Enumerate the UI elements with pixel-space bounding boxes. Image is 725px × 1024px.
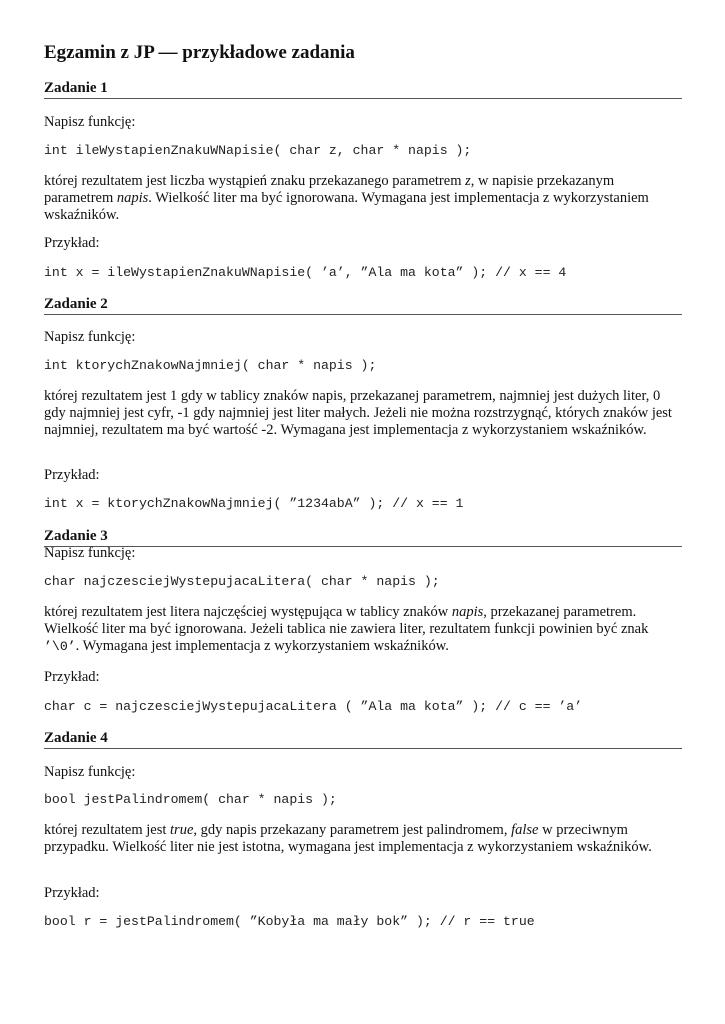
description-text: , w napisie przekazanym parametrem bbox=[44, 173, 615, 206]
task-intro: Napisz funkcję: bbox=[44, 329, 136, 345]
description-text: której rezultatem jest litera najczęściej występująca w tablicy znaków bbox=[44, 604, 452, 620]
task-description bbox=[44, 173, 682, 224]
task-description bbox=[44, 388, 682, 439]
task-1 bbox=[44, 80, 682, 280]
task-heading: Zadanie 4 bbox=[44, 730, 682, 749]
task-intro: Napisz funkcję: bbox=[44, 114, 136, 130]
example-label: Przykład: bbox=[44, 467, 100, 483]
function-signature: int ktorychZnakowNajmniej( char * napis ); bbox=[44, 358, 377, 373]
description-text: której rezultatem jest bbox=[44, 822, 171, 838]
emphasis-text: napis bbox=[451, 604, 484, 620]
inline-code: ’\0’ bbox=[44, 639, 76, 654]
task-3 bbox=[44, 528, 682, 714]
function-signature: int ileWystapienZnakuWNapisie( char z, char * napis ); bbox=[44, 143, 472, 158]
example-label: Przykład: bbox=[44, 235, 100, 251]
emphasis-text: false bbox=[511, 822, 539, 838]
function-signature: char najczesciejWystepujacaLitera( char * napis ); bbox=[44, 574, 440, 589]
task-heading: Zadanie 2 bbox=[44, 296, 682, 315]
example-code: int x = ileWystapienZnakuWNapisie( ’a’, ”Ala ma kota” ); // x == 4 bbox=[44, 265, 567, 280]
description-text: . Wielkość liter ma być ignorowana. Wymagana jest implementacja z wykorzystaniem wskaźników. bbox=[44, 190, 649, 223]
function-signature: bool jestPalindromem( char * napis ); bbox=[44, 792, 337, 807]
example-code: bool r = jestPalindromem( ”Kobyła ma mały bok” ); // r == true bbox=[44, 914, 535, 929]
example-label: Przykład: bbox=[44, 885, 100, 901]
emphasis-text: z bbox=[465, 173, 471, 189]
emphasis-text: napis bbox=[116, 190, 149, 206]
emphasis-text: true bbox=[170, 822, 194, 838]
example-code: char c = najczesciejWystepujacaLitera ( ”Ala ma kota” ); // c == ’a’ bbox=[44, 699, 583, 714]
description-text: . Wymagana jest implementacja z wykorzystaniem wskaźników. bbox=[75, 638, 449, 654]
task-2 bbox=[44, 296, 682, 511]
example-code: int x = ktorychZnakowNajmniej( ”1234abA” ); // x == 1 bbox=[44, 496, 464, 511]
task-intro: Napisz funkcję: bbox=[44, 545, 136, 561]
page-title: Egzamin z JP — przykładowe zadania bbox=[44, 42, 355, 63]
description-text: której rezultatem jest 1 gdy w tablicy znaków napis, przekazanej parametrem, najmniej jest dużych liter, 0 gdy najmniej jest cyfr, -1 gdy najmniej jest liter małych. Jeżeli nie można rozstrzygnąć, których znaków jest najmniej, rezultatem ma być wartość -2. Wymagana jest implementacja z wykorzystaniem wskaźników. bbox=[44, 388, 672, 438]
description-text: której rezultatem jest liczba wystąpień znaku przekazanego parametrem bbox=[44, 173, 466, 189]
task-intro: Napisz funkcję: bbox=[44, 764, 136, 780]
example-label: Przykład: bbox=[44, 669, 100, 685]
task-heading: Zadanie 1 bbox=[44, 80, 682, 99]
task-4 bbox=[44, 730, 682, 929]
description-text: , gdy napis przekazany parametrem jest palindromem, bbox=[193, 822, 512, 838]
task-heading: Zadanie 3 bbox=[44, 528, 682, 547]
task-description bbox=[44, 604, 682, 655]
description-text: w przeciwnym przypadku. Wielkość liter nie jest istotna, wymagana jest implementacja z wykorzystaniem wskaźników. bbox=[44, 822, 652, 855]
task-description bbox=[44, 822, 682, 856]
description-text: , przekazanej parametrem. Wielkość liter ma być ignorowana. Jeżeli tablica nie zawiera liter, rezultatem funkcji powinien być znak bbox=[44, 604, 649, 637]
